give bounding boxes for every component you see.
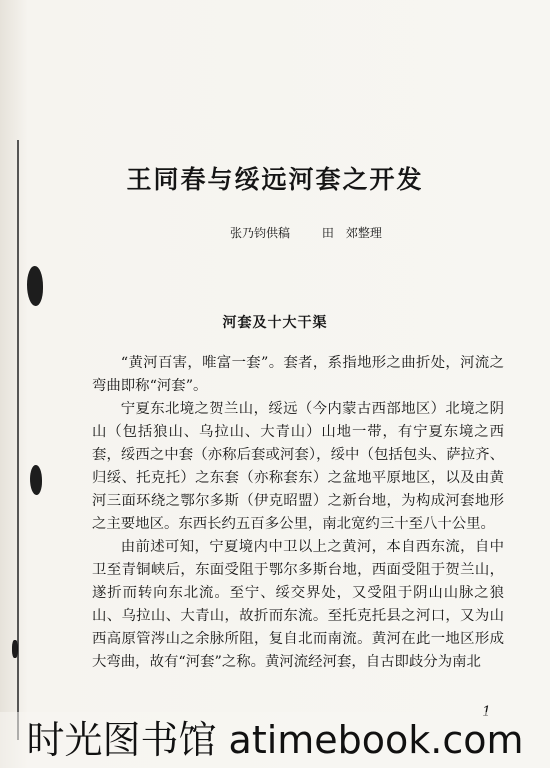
article-body — [92, 352, 504, 674]
ink-blot — [30, 465, 42, 495]
article-title: 王同春与绥远河套之开发 — [126, 165, 424, 194]
paragraph: 由前述可知，宁夏境内中卫以上之黄河，本自西东流，自中卫至青铜峡后，东面受阻于鄂尔多斯台地，西面受阻于贺兰山，遂折而转向东北流。至宁、绥交界处，又受阻于阴山山脉之狼山、乌拉山、大青山，故折而东流。至托克托县之河口，又为山西高原管涔山之余脉所阻，复自北而南流。黄河在此一地区形成大弯曲，故有“河套”之称。黄河流经河套，自古即歧分为南北 — [92, 539, 504, 670]
section-heading: 河套及十大干渠 — [222, 315, 328, 331]
ink-blot — [27, 266, 43, 306]
watermark: 时光图书馆 atimebook.com — [0, 712, 550, 768]
paragraph: “黄河百害，唯富一套”。套者，系指地形之曲折处，河流之弯曲即称“河套”。 — [92, 355, 504, 394]
byline — [230, 224, 382, 241]
author-credit: 张乃钧供稿 — [230, 226, 291, 240]
ink-blot — [12, 640, 18, 658]
paragraph: 宁夏东北境之贺兰山，绥远（今内蒙古西部地区）北境之阴山（包括狼山、乌拉山、大青山）山地一带，有宁夏东境之西套，绥西之中套（亦称后套或河套），绥中（包括包头、萨拉齐、归绥、托克托）之东套（亦称套东）之盆地平原地区，以及由黄河三面环绕之鄂尔多斯（伊克昭盟）之新台地，为构成河套地形之主要地区。东西长约五百多公里，南北宽约三十至八十公里。 — [92, 401, 504, 532]
reviser-credit: 田 郊整理 — [321, 226, 382, 240]
